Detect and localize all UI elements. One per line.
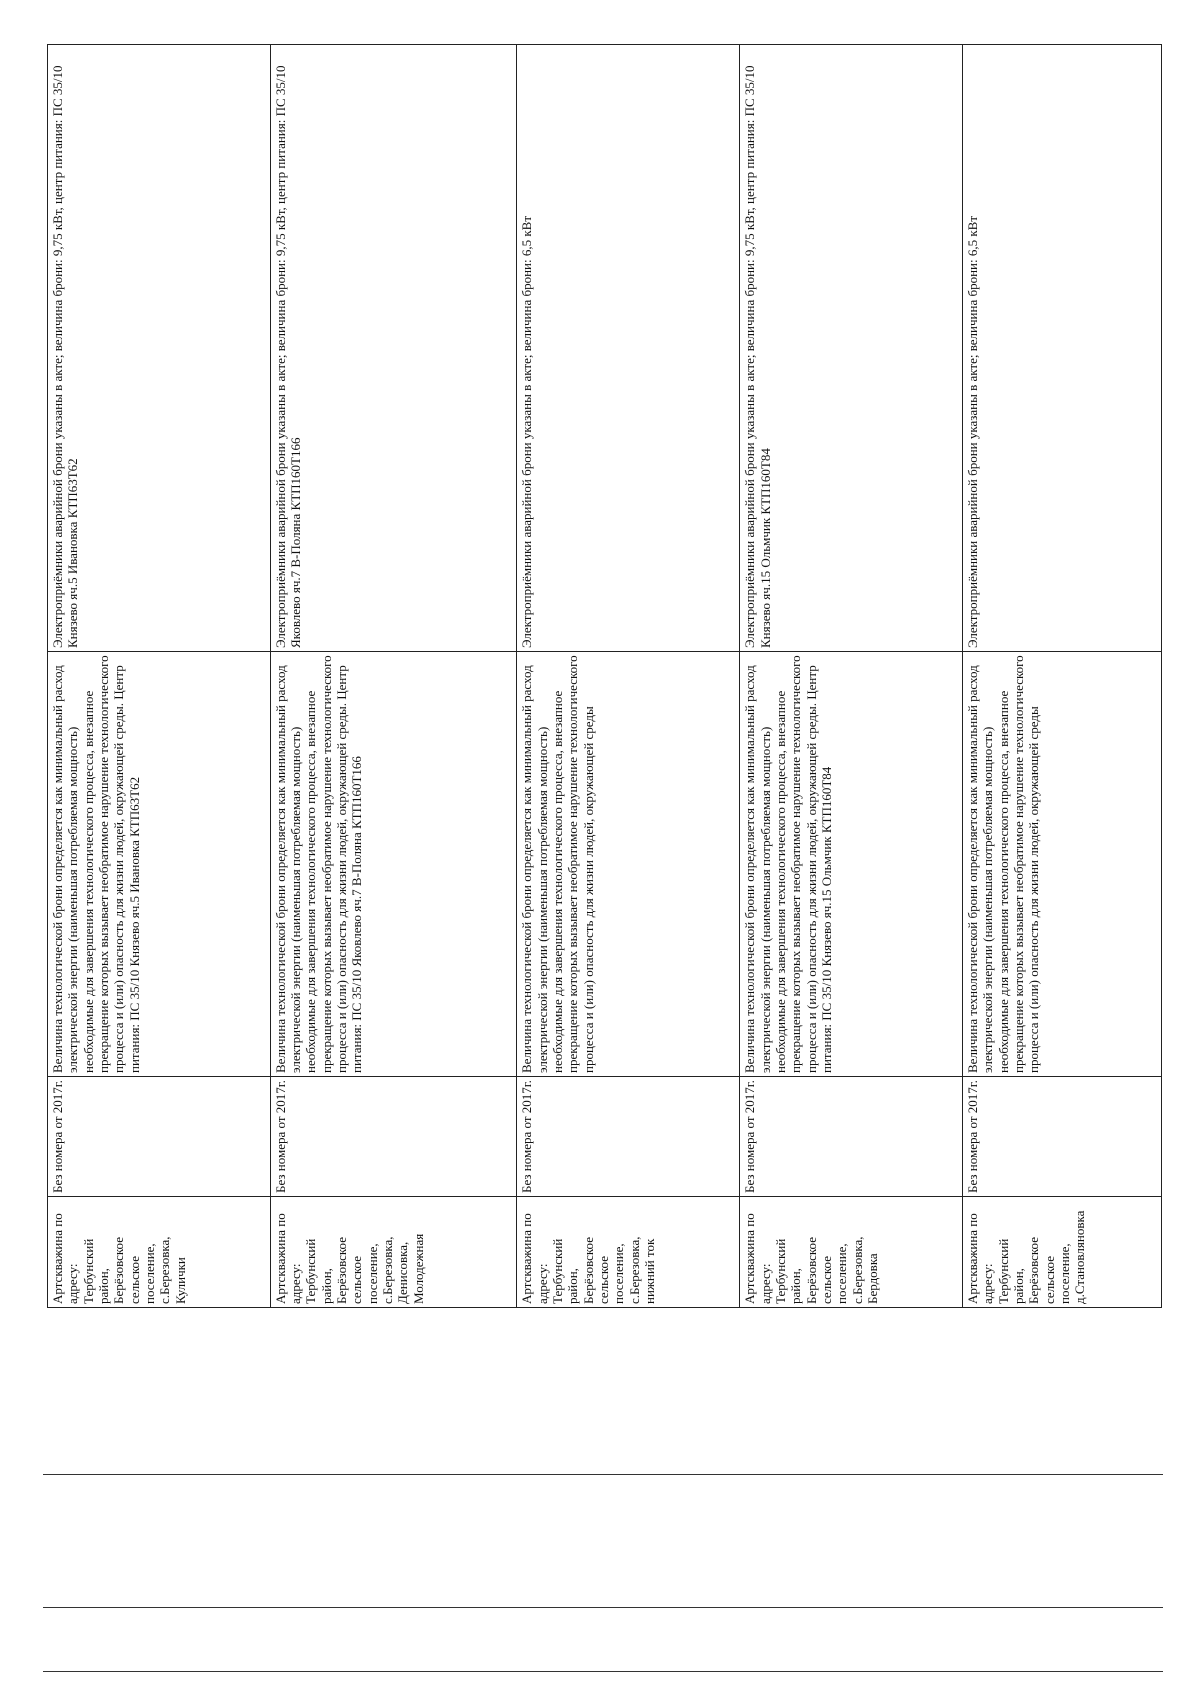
act-cell: Без номера от 2017г. xyxy=(48,1077,271,1197)
emergency-reserve-cell: Электроприёмники аварийной брони указаны в акте; величина брони: 6,5 кВт xyxy=(517,45,740,652)
technological-reserve-cell: Величина технологической брони определяется как минимальный расход электрической энергии (наименьшая потребляемая мощность) необходимые для завершения технологического процесса, внезапное прекращение которых вызывает необратимое нарушение технологического процесса и (или) опасность для жизни людей, окружающей среды. Центр питания: ПС 35/10 Яковлево яч.7 В-Поляна КТП160Т166 xyxy=(270,652,517,1077)
table-row xyxy=(48,45,271,1308)
act-cell: Без номера от 2017г. xyxy=(517,1077,740,1197)
divider-line xyxy=(43,1607,1163,1608)
table-row xyxy=(963,45,1162,1308)
power-reserve-table xyxy=(47,44,1162,1308)
emergency-reserve-cell: Электроприёмники аварийной брони указаны в акте; величина брони: 9,75 кВт, центр питания: ПС 35/10 Князево яч.5 Ивановка КТП63Т62 xyxy=(48,45,271,652)
rotated-table-wrapper xyxy=(47,45,1162,1308)
act-cell: Без номера от 2017г. xyxy=(740,1077,963,1197)
table-row xyxy=(740,45,963,1308)
emergency-reserve-cell: Электроприёмники аварийной брони указаны в акте; величина брони: 9,75 кВт, центр питания: ПС 35/10 Яковлево яч.7 В-Поляна КТП160Т166 xyxy=(270,45,517,652)
address-cell: Артскважина по адресу: Тербунский район, Берёзовское сельское поселение, д.Становляновка xyxy=(963,1197,1162,1308)
technological-reserve-cell: Величина технологической брони определяется как минимальный расход электрической энергии (наименьшая потребляемая мощность) необходимые для завершения технологического процесса, внезапное прекращение которых вызывает необратимое нарушение технологического процесса и (или) опасность для жизни людей, окружающей среды. Центр питания: ПС 35/10 Князево яч.5 Ивановка КТП63Т62 xyxy=(48,652,271,1077)
divider-line xyxy=(43,1671,1163,1672)
technological-reserve-cell: Величина технологической брони определяется как минимальный расход электрической энергии (наименьшая потребляемая мощность) необходимые для завершения технологического процесса, внезапное прекращение которых вызывает необратимое нарушение технологического процесса и (или) опасность для жизни людей, окружающей среды. Центр питания: ПС 35/10 Князево яч.15 Ольмчик КТП160Т84 xyxy=(740,652,963,1077)
technological-reserve-cell: Величина технологической брони определяется как минимальный расход электрической энергии (наименьшая потребляемая мощность) необходимые для завершения технологического процесса, внезапное прекращение которых вызывает необратимое нарушение технологического процесса и (или) опасность для жизни людей, окружающей среды xyxy=(963,652,1162,1077)
address-cell: Артскважина по адресу: Тербунский район, Берёзовское сельское поселение, с.Березовка, Денисовка, Молодежная xyxy=(270,1197,517,1308)
emergency-reserve-cell: Электроприёмники аварийной брони указаны в акте; величина брони: 9,75 кВт, центр питания: ПС 35/10 Князево яч.15 Ольмчик КТП160Т84 xyxy=(740,45,963,652)
address-cell: Артскважина по адресу: Тербунский район, Берёзовское сельское поселение, с.Березовка, нижний ток xyxy=(517,1197,740,1308)
address-cell: Артскважина по адресу: Тербунский район, Берёзовское сельское поселение, с.Березовка, Кулички xyxy=(48,1197,271,1308)
emergency-reserve-cell: Электроприёмники аварийной брони указаны в акте; величина брони: 6,5 кВт xyxy=(963,45,1162,652)
act-cell: Без номера от 2017г. xyxy=(270,1077,517,1197)
divider-line xyxy=(43,1474,1163,1475)
table-row xyxy=(270,45,517,1308)
address-cell: Артскважина по адресу: Тербунский район, Берёзовское сельское поселение, с.Березовка, Бердовка xyxy=(740,1197,963,1308)
table-row xyxy=(517,45,740,1308)
act-cell: Без номера от 2017г. xyxy=(963,1077,1162,1197)
technological-reserve-cell: Величина технологической брони определяется как минимальный расход электрической энергии (наименьшая потребляемая мощность) необходимые для завершения технологического процесса, внезапное прекращение которых вызывает необратимое нарушение технологического процесса и (или) опасность для жизни людей, окружающей среды xyxy=(517,652,740,1077)
